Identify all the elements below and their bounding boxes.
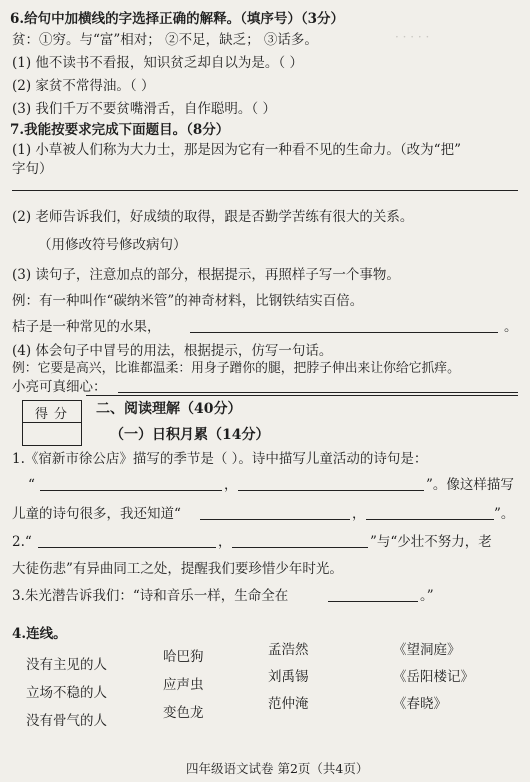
r2-blank-1[interactable]	[38, 547, 216, 548]
q7-part3-end: 。	[504, 319, 518, 335]
r3-text: 3.朱光潜告诉我们：“诗和音乐一样，生命全在	[12, 588, 289, 604]
r3-end: 。”	[420, 588, 434, 604]
q7-answer-line-1[interactable]	[12, 190, 518, 191]
r4-col3-item[interactable]: 范仲淹	[268, 696, 309, 712]
q7-part3-prompt: 桔子是一种常见的水果，	[12, 319, 161, 335]
r4-col1-item[interactable]: 没有骨气的人	[26, 713, 107, 729]
r4-col2-item[interactable]: 哈巴狗	[163, 649, 204, 665]
r1-line3-start: 儿童的诗句很多，我还知道“	[12, 506, 181, 522]
r4-col2-item[interactable]: 应声虫	[163, 677, 204, 693]
r1-line1: 1.《宿新市徐公店》描写的季节是（ ）。诗中描写儿童活动的诗句是：	[12, 451, 428, 467]
r4-col2-item[interactable]: 变色龙	[163, 705, 204, 721]
section2-subtitle: （一）日积月累（14分）	[110, 427, 270, 443]
q7-answer-line-4[interactable]	[118, 392, 518, 393]
r2-comma: ，	[218, 534, 232, 550]
r1-comma: ，	[224, 477, 238, 493]
q7-part1-line2: 字句）	[12, 161, 53, 177]
r1-blank-2[interactable]	[238, 490, 424, 491]
section-divider	[86, 395, 518, 396]
r4-col1-item[interactable]: 立场不稳的人	[26, 685, 107, 701]
r1-open-quote: “	[28, 477, 35, 493]
r4-col3-item[interactable]: 刘禹锡	[268, 669, 309, 685]
r4-col4-item[interactable]: 《望洞庭》	[393, 642, 461, 658]
r1-blank-1[interactable]	[40, 490, 222, 491]
r2-start: 2.“	[12, 534, 32, 550]
bleed-through-text: · · · · ·	[395, 30, 430, 44]
q7-part4: (4) 体会句子中冒号的用法，根据提示，仿写一句话。	[12, 343, 333, 359]
q7-part4-example: 例：它要是高兴，比谁都温柔：用身子蹭你的腿，把脖子伸出来让你给它抓痒。	[12, 361, 460, 376]
page-footer: 四年级语文试卷 第2页（共4页）	[186, 761, 369, 776]
r4-col4-item[interactable]: 《春晓》	[393, 696, 447, 712]
r1-line3-comma: ，	[352, 506, 366, 522]
q7-answer-line-3[interactable]	[190, 332, 498, 333]
q7-part4-prompt: 小亮可真细心：	[12, 379, 107, 395]
r2-blank-2[interactable]	[232, 547, 368, 548]
score-box	[22, 400, 82, 446]
r4-heading: 4.连线。	[12, 626, 67, 642]
r1-blank-3[interactable]	[200, 519, 350, 520]
r2-end: ”与“少壮不努力，老	[370, 534, 492, 550]
q7-heading: 7.我能按要求完成下面题目。（8分）	[10, 122, 230, 138]
q7-part3: (3) 读句子，注意加点的部分，根据提示，再照样子写一个事物。	[12, 267, 400, 283]
r4-col4-item[interactable]: 《岳阳楼记》	[393, 669, 474, 685]
q7-part2: (2) 老师告诉我们，好成绩的取得，跟是否勤学苦练有很大的关系。	[12, 209, 414, 225]
q7-part3-example: 例：有一种叫作“碳纳米管”的神奇材料，比钢铁结实百倍。	[12, 293, 364, 309]
section2-title: 二、阅读理解（40分）	[96, 401, 242, 417]
q7-part1-line1: (1) 小草被人们称为大力士，那是因为它有一种看不见的生命力。（改为“把”	[12, 142, 461, 158]
q6-heading: 6.给句中加横线的字选择正确的解释。（填序号）（3分）	[10, 11, 344, 27]
score-box-header	[23, 401, 81, 423]
q7-part2-note: （用修改符号修改病句）	[38, 237, 187, 253]
r1-line3-end: ”。	[494, 506, 515, 522]
r4-col1-item[interactable]: 没有主见的人	[26, 657, 107, 673]
r1-line2-end: ”。像这样描写	[426, 477, 514, 493]
r4-col3-item[interactable]: 孟浩然	[268, 642, 309, 658]
q6-sentence-3: (3) 我们千万不要贫嘴滑舌，自作聪明。（ ）	[12, 101, 276, 117]
r1-blank-4[interactable]	[366, 519, 494, 520]
q6-definition: 贫：①穷。与“富”相对； ②不足，缺乏； ③话多。	[12, 32, 318, 48]
q6-sentence-2: (2) 家贫不常得油。（ ）	[12, 78, 155, 94]
score-label: 得分	[35, 407, 74, 422]
r2-line2: 大徒伤悲”有异曲同工之处，提醒我们要珍惜少年时光。	[12, 561, 343, 577]
q6-sentence-1: (1) 他不读书不看报，知识贫乏却自以为是。（ ）	[12, 55, 303, 71]
r3-blank[interactable]	[328, 601, 418, 602]
